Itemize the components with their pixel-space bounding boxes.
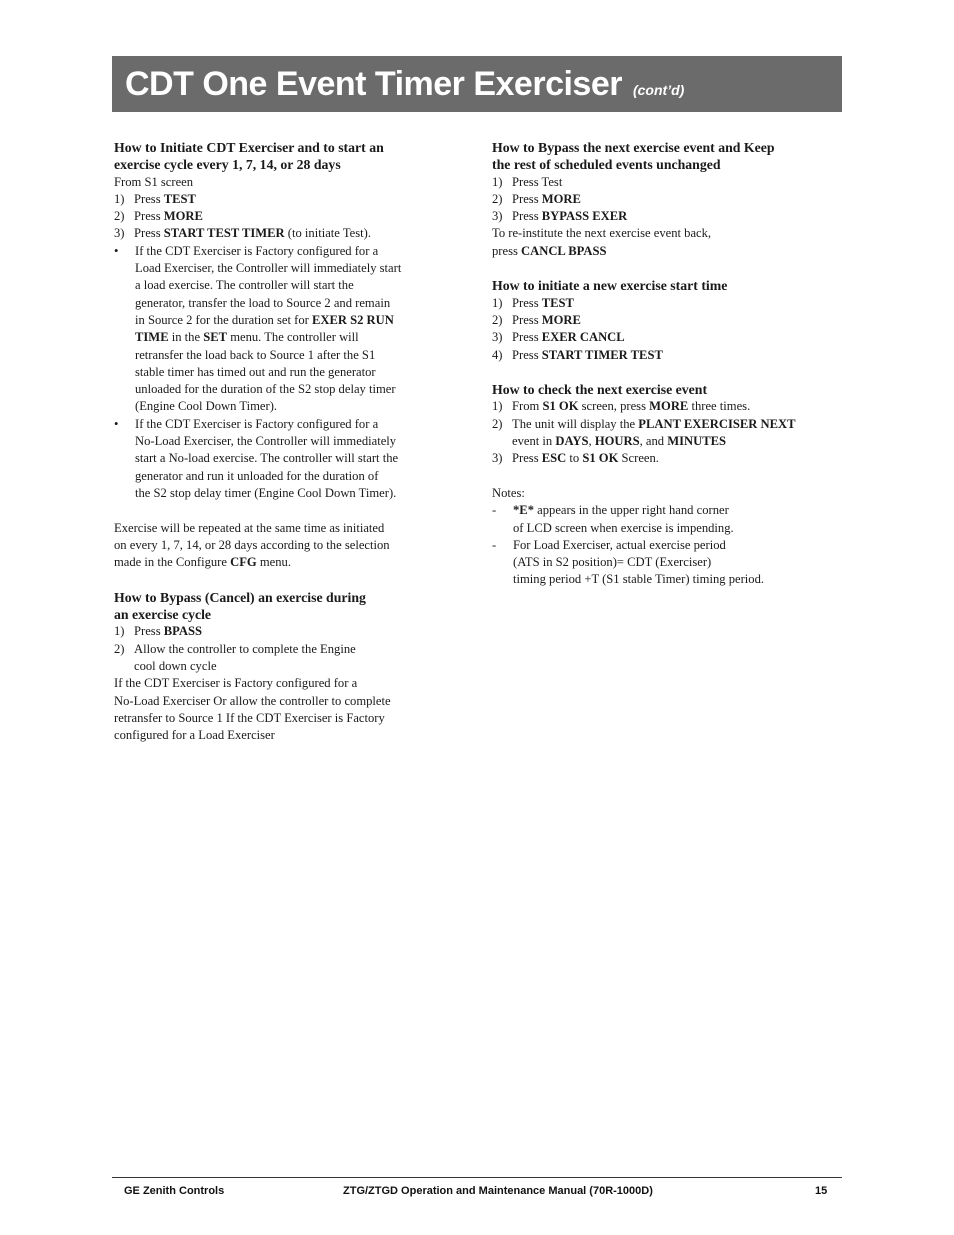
step-text: Press BPASS xyxy=(134,624,203,639)
step-item xyxy=(492,174,852,191)
section-new-start-time xyxy=(492,277,852,363)
step-item xyxy=(492,416,852,451)
section-heading: How to check the next exercise event xyxy=(492,382,708,398)
step-item xyxy=(492,295,852,312)
section-initiate-exerciser xyxy=(114,139,474,502)
reinstitute-paragraph: To re-institute the next exercise event back, press CANCL BPASS xyxy=(492,226,712,258)
step-text: Allow the controller to complete the Engine cool down cycle xyxy=(134,641,356,673)
repeat-paragraph: Exercise will be repeated at the same time as initiated on every 1, 7, 14, or 28 days according to the selection made in the Configure CFG menu. xyxy=(114,520,390,570)
step-number: 2) xyxy=(114,641,125,656)
step-number: 4) xyxy=(492,347,503,362)
note-item xyxy=(492,502,852,537)
notes-section xyxy=(492,485,852,589)
step-text: Press MORE xyxy=(512,191,581,206)
step-item xyxy=(492,347,852,364)
heading-line: exercise cycle every 1, 7, 14, or 28 days xyxy=(114,157,341,173)
step-item xyxy=(492,450,852,467)
step-text: Press BYPASS EXER xyxy=(512,209,628,224)
step-number: 2) xyxy=(492,416,503,431)
section-heading xyxy=(114,139,474,174)
section-heading: How to Bypass (Cancel) an exercise during an exercise cycle xyxy=(114,589,366,623)
step-item xyxy=(492,398,852,415)
step-text: The unit will display the PLANT EXERCISER NEXT event in DAYS, HOURS, and MINUTES xyxy=(512,416,796,449)
page-title-banner xyxy=(112,56,842,112)
step-text: Press START TEST TIMER (to initiate Test). xyxy=(134,226,371,241)
step-number: 1) xyxy=(114,624,125,639)
step-text: From S1 OK screen, press MORE three times. xyxy=(512,399,751,414)
step-text: Press ESC to S1 OK Screen. xyxy=(512,451,659,466)
bullet-icon: • xyxy=(114,243,119,258)
notes-label: Notes: xyxy=(492,485,525,500)
note-item xyxy=(492,537,852,589)
bullet-item xyxy=(114,243,474,416)
step-item xyxy=(114,225,474,242)
step-number: 3) xyxy=(492,209,503,224)
step-number: 3) xyxy=(492,451,503,466)
footer-divider xyxy=(112,1177,842,1178)
step-item xyxy=(492,329,852,346)
step-text: Press EXER CANCL xyxy=(512,330,625,345)
step-number: 1) xyxy=(492,295,503,310)
note-text: For Load Exerciser, actual exercise period (ATS in S2 position)= CDT (Exerciser) timing period +T (S1 stable Timer) timing period. xyxy=(513,537,765,587)
dash-icon: - xyxy=(492,537,497,552)
page-title: CDT One Event Timer Exerciser xyxy=(125,64,622,103)
step-text: Press START TIMER TEST xyxy=(512,347,663,362)
section-heading: How to initiate a new exercise start time xyxy=(492,278,728,294)
bullet-text: If the CDT Exerciser is Factory configured for a No-Load Exerciser, the Controller will immediately start a No-load exercise. The controller will start the generator and run it unloaded for the duration of the S2 stop delay timer (Engine Cool Down Timer). xyxy=(135,416,399,500)
dash-icon: - xyxy=(492,503,497,518)
step-item xyxy=(492,312,852,329)
step-item xyxy=(114,191,474,208)
step-text: Press TEST xyxy=(512,295,574,310)
bypass-paragraph: If the CDT Exerciser is Factory configured for a No-Load Exerciser Or allow the controller to complete retransfer to Source 1 If the CDT Exerciser is Factory configured for a Load Exerciser xyxy=(114,676,391,743)
section-heading: How to Bypass the next exercise event and Keep the rest of scheduled events unchanged xyxy=(492,140,775,173)
step-item xyxy=(492,191,852,208)
footer-company: GE Zenith Controls xyxy=(124,1185,225,1197)
step-number: 1) xyxy=(492,174,503,189)
step-number: 2) xyxy=(114,209,125,224)
section-bypass-next-event xyxy=(492,139,852,260)
step-number: 3) xyxy=(492,330,503,345)
bullet-icon: • xyxy=(114,416,119,431)
step-number: 1) xyxy=(492,399,503,414)
section-check-next-event xyxy=(492,381,852,467)
section-bypass-cancel xyxy=(114,589,474,745)
step-text: Press MORE xyxy=(512,312,581,327)
heading-line: How to Initiate CDT Exerciser and to start an xyxy=(114,140,384,155)
step-number: 2) xyxy=(492,191,503,206)
step-item xyxy=(114,208,474,225)
step-item xyxy=(114,641,474,676)
step-number: 3) xyxy=(114,226,125,241)
step-item xyxy=(492,208,852,225)
bullet-text: If the CDT Exerciser is Factory configured for a Load Exerciser, the Controller will immediately start a load exercise. The controller will start the generator, transfer the load to Source 2 and remain in Source 2 for the duration set for EXER S2 RUN TIME in the SET menu. The controller will retransfer the load back to Source 1 after the S1 stable timer has timed out and run the generator unloaded for the duration of the S2 stop delay timer (Engine Cool Down Timer). xyxy=(135,243,402,414)
bullet-item xyxy=(114,416,474,502)
right-column xyxy=(492,139,852,589)
note-text: *E* appears in the upper right hand corner of LCD screen when exercise is impending. xyxy=(513,503,734,535)
intro-text: From S1 screen xyxy=(114,174,194,189)
step-text: Press MORE xyxy=(134,209,203,224)
step-text: Press Test xyxy=(512,174,563,189)
step-text: Press TEST xyxy=(134,191,196,206)
step-number: 1) xyxy=(114,191,125,206)
page-number: 15 xyxy=(815,1185,828,1197)
left-column xyxy=(114,139,474,744)
page-subtitle: (cont’d) xyxy=(632,82,685,98)
step-number: 2) xyxy=(492,312,503,327)
step-item xyxy=(114,623,474,640)
footer-manual-title: ZTG/ZTGD Operation and Maintenance Manual (70R-1000D) xyxy=(343,1185,653,1197)
